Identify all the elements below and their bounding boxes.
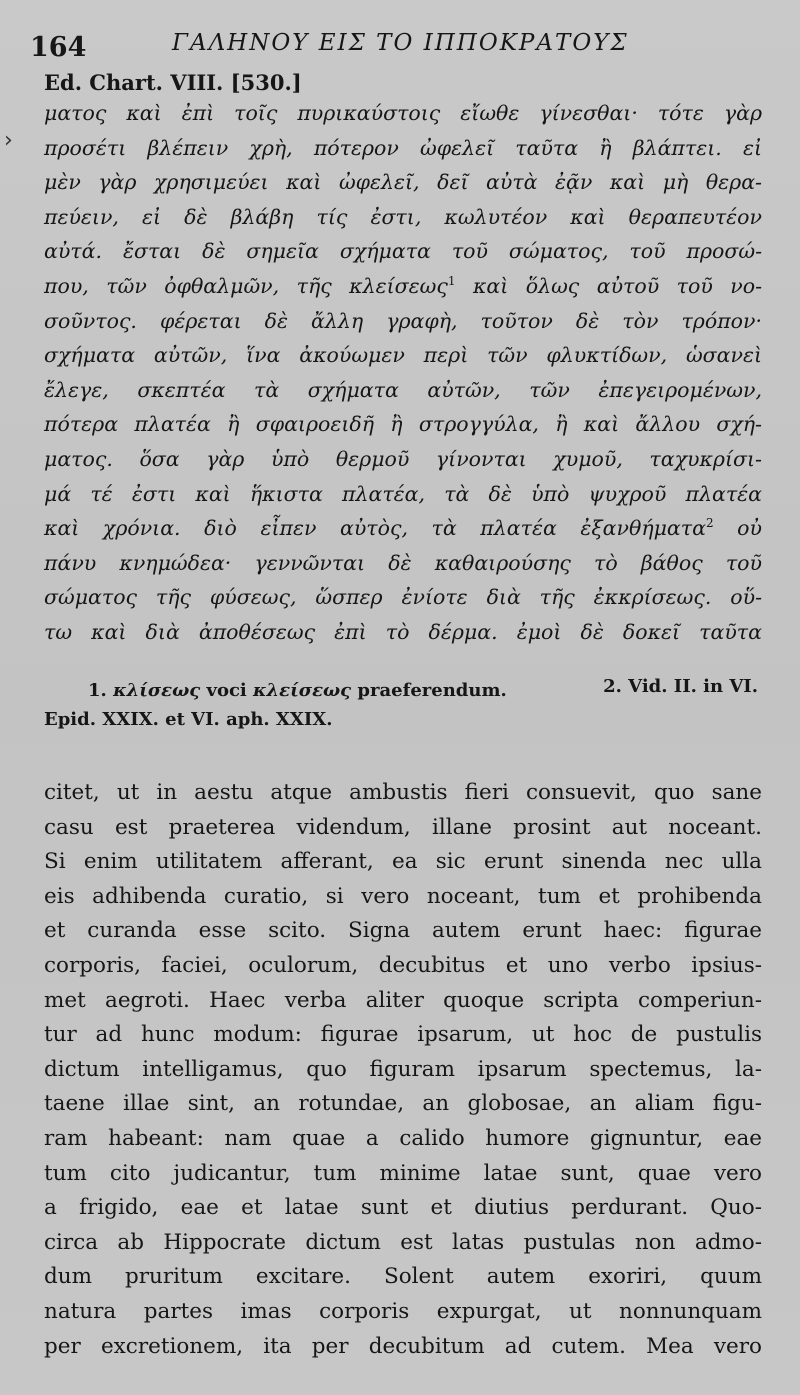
greek-line: πότερα πλατέα ἢ σφαιροειδῆ ἢ στρογγύλα, ἢ καὶ ἄλλου σχή- [44,412,762,437]
footnote-2: 2. Vid. II. in VI. [603,676,758,697]
latin-line: tum cito judicantur, tum minime latae sunt, quae vero [44,1160,762,1186]
footnote-1-greek-a: κλίσεως [113,680,201,701]
latin-line: circa ab Hippocrate dictum est latas pustulas non admo- [44,1229,762,1255]
greek-line: σοῦντος. φέρεται δὲ ἄλλη γραφὴ, τοῦτον δὲ τὸν τρόπον· [44,308,762,333]
latin-line: et curanda esse scito. Signa autem erunt haec: figurae [44,918,762,944]
latin-line: eis adhibenda curatio, si vero noceant, tum et prohibenda [44,883,762,909]
footnote-marker-2: 2 [705,516,714,531]
margin-mark: › [4,128,13,153]
latin-text-block [44,776,762,1364]
greek-line: πεύειν, εἰ δὲ βλάβη τίς ἐστι, κωλυτέον καὶ θεραπευτέον [44,204,762,229]
footnotes [44,676,762,734]
latin-line: dum pruritum excitare. Solent autem exoriri, quum [44,1264,762,1290]
greek-line: μά τέ ἐστι καὶ ἥκιστα πλατέα, τὰ δὲ ὑπὸ ψυχροῦ πλατέα [44,481,762,506]
greek-line: ματος καὶ ἐπὶ τοῖς πυρικαύστοις εἴωθε γίνεσθαι· τότε γὰρ [44,101,762,125]
footnote-marker-1: 1 [447,273,456,288]
greek-line: ματος. ὅσα γὰρ ὑπὸ θερμοῦ γίνονται χυμοῦ, ταχυκρίσι- [44,446,762,471]
greek-line: μὲν γὰρ χρησιμεύει καὶ ὠφελεῖ, δεῖ αὐτὰ ἐᾷν καὶ μὴ θερα- [44,170,762,195]
greek-line-tail: οὐ [737,516,762,541]
greek-line: σώματος τῆς φύσεως, ὥσπερ ἐνίοτε διὰ τῆς ἐκκρίσεως. οὕ- [44,585,762,610]
greek-line-with-note [44,511,762,546]
greek-text-block [44,96,762,650]
page-number: 164 [30,32,87,63]
greek-line-with-note [44,269,762,304]
page-header [30,30,770,70]
greek-line: σχήματα αὐτῶν, ἵνα ἀκούωμεν περὶ τῶν φλυκτίδων, ὡσανεὶ [44,343,762,368]
latin-line: ram habeant: nam quae a calido humore gignuntur, eae [44,1125,762,1151]
greek-line: πάνυ κνημώδεα· γεννῶνται δὲ καθαιρούσης τὸ βάθος τοῦ [44,550,762,575]
latin-line: dictum intelligamus, quo figuram ipsarum spectemus, la- [44,1056,762,1082]
greek-line: αὐτά. ἔσται δὲ σημεῖα σχήματα τοῦ σώματος, τοῦ προσώ- [44,239,762,264]
latin-line: casu est praeterea videndum, illane prosint aut noceant. [44,814,762,840]
greek-line: ἔλεγε, σκεπτέα τὰ σχήματα αὐτῶν, τῶν ἐπεγειρομένων, [44,377,762,402]
latin-line: corporis, faciei, oculorum, decubitus et uno verbo ipsius- [44,952,762,978]
greek-line: τω καὶ διὰ ἀποθέσεως ἐπὶ τὸ δέρμα. ἐμοὶ δὲ δοκεῖ ταῦτα [44,619,762,644]
edition-reference: Ed. Chart. VIII. [530.] [44,70,302,95]
latin-line: tur ad hunc modum: figurae ipsarum, ut hoc de pustulis [44,1022,762,1048]
latin-line: a frigido, eae et latae sunt et diutius perdurant. Quo- [44,1195,762,1221]
latin-line: per excretionem, ita per decubitum ad cutem. Mea vero [44,1333,762,1359]
latin-line: Si enim utilitatem afferant, ea sic erunt sinenda nec ulla [44,849,762,875]
running-title: ΓΑΛΗΝΟΥ ΕΙΣ ΤΟ ΙΠΠΟΚΡΑΤΟΥΣ [172,30,629,56]
footnote-1-number: 1. [88,680,107,701]
footnote-1-word-b: praeferendum. [357,680,507,701]
footnote-line-2: Epid. XXIX. et VI. aph. XXIX. [44,709,333,730]
latin-line: met aegroti. Haec verba aliter quoque scripta comperiun- [44,987,762,1013]
footnote-1-greek-b: κλείσεως [253,680,352,701]
greek-line-head: καὶ χρόνια. διὸ εἶπεν αὐτὸς, τὰ πλατέα ἐξανθήματα [44,516,706,541]
greek-line-head: που, τῶν ὀφθαλμῶν, τῆς κλείσεως [44,273,448,298]
latin-line: natura partes imas corporis expurgat, ut nonnunquam [44,1298,762,1324]
greek-line-tail: καὶ ὅλως αὐτοῦ τοῦ νο- [472,273,762,298]
greek-line: προσέτι βλέπειν χρὴ, πότερον ὠφελεῖ ταῦτα ἢ βλάπτει. εἰ [44,135,762,160]
latin-line: taene illae sint, an rotundae, an globosae, an aliam figu- [44,1091,762,1117]
latin-line: citet, ut in aestu atque ambustis fieri consuevit, quo sane [44,780,762,805]
footnote-1-word-a: voci [206,680,247,701]
